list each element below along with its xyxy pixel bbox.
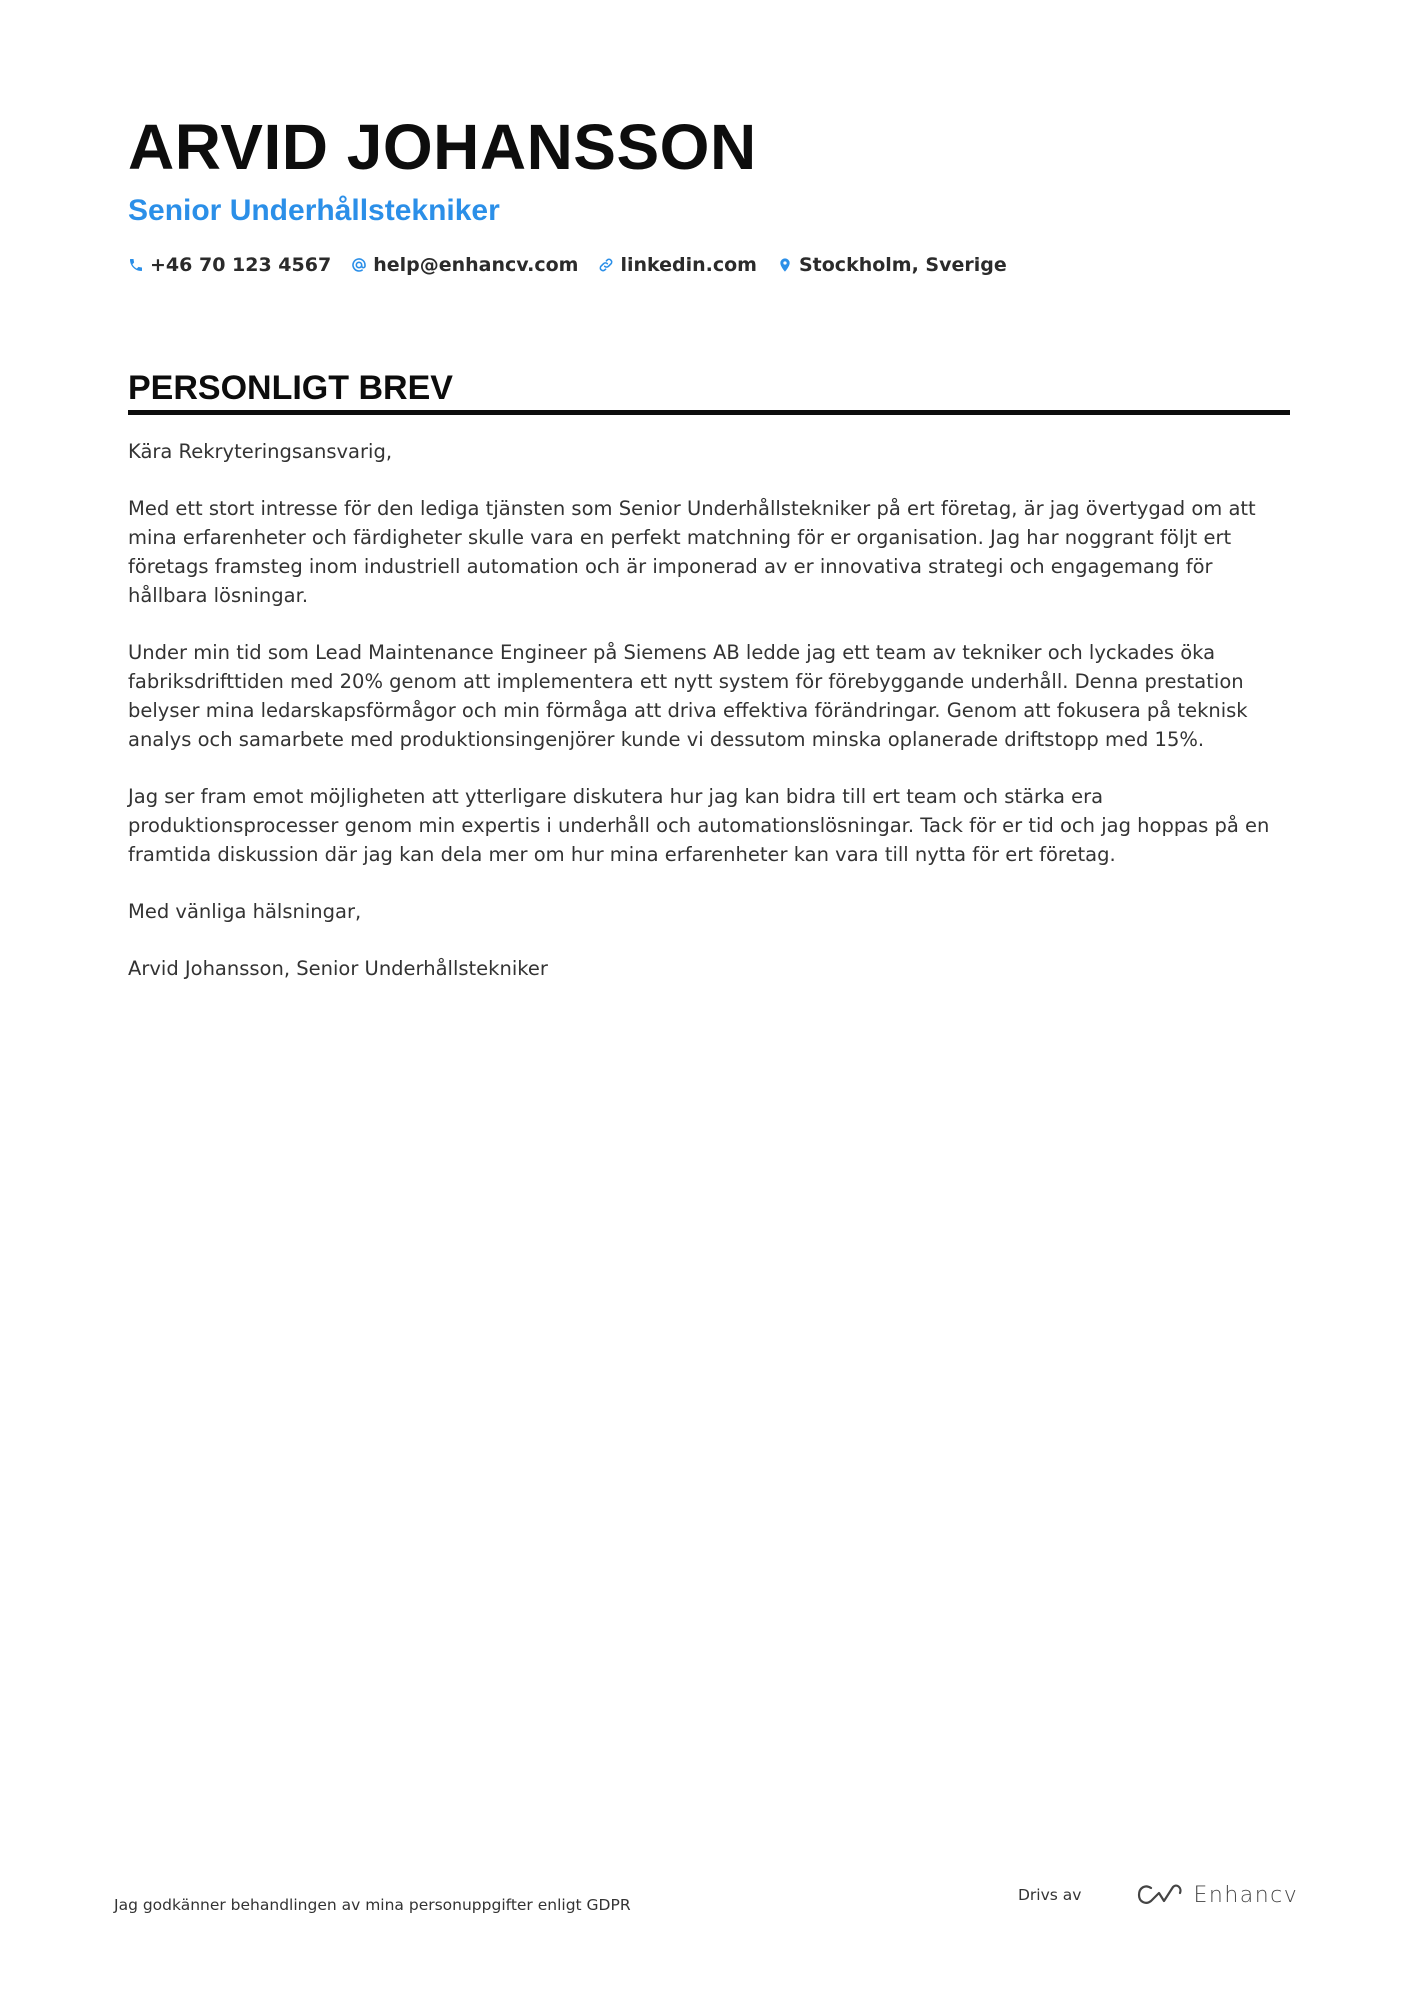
phone-number: +46 70 123 4567 [150, 254, 332, 276]
cover-letter-page [128, 0, 1290, 1995]
linkedin-link[interactable]: linkedin.com [620, 254, 757, 276]
email-address[interactable]: help@enhancv.com [373, 254, 579, 276]
link-icon [598, 257, 614, 273]
section-divider [128, 410, 1290, 415]
enhancv-logo-icon [1137, 1882, 1183, 1908]
powered-by [1018, 1882, 1298, 1908]
contact-location [777, 254, 1007, 276]
contact-linkedin [598, 254, 757, 276]
letter-greeting: Kära Rekryteringsansvarig, [128, 440, 393, 463]
map-pin-icon [777, 257, 793, 273]
gdpr-consent: Jag godkänner behandlingen av mina personuppgifter enligt GDPR [114, 1896, 631, 1914]
letter-closing: Med vänliga hälsningar, [128, 900, 362, 923]
applicant-name: ARVID JOHANSSON [128, 111, 757, 183]
at-icon [351, 257, 367, 273]
powered-by-label: Drivs av [1018, 1886, 1082, 1904]
contact-bar [128, 254, 1007, 276]
contact-phone [128, 254, 331, 276]
location-text: Stockholm, Sverige [798, 254, 1007, 276]
contact-email [351, 254, 578, 276]
letter-signature: Arvid Johansson, Senior Underhållstekniker [128, 957, 548, 980]
enhancv-logo-text: Enhancv [1193, 1882, 1299, 1908]
letter-paragraph: Jag ser fram emot möjligheten att ytterligare diskutera hur jag kan bidra till ert team och stärka era produktionsprocesser genom min expertis i underhåll och automationslösningar. Tack för er tid och jag hoppas på en framtida diskussion där jag kan dela mer om hur mina erfarenheter kan vara till nytta för ert företag. [128, 785, 1270, 866]
letter-paragraph: Med ett stort intresse för den lediga tjänsten som Senior Underhållstekniker på ert företag, är jag övertygad om att mina erfarenheter och färdigheter skulle vara en perfekt matchning för er organisation. Jag har noggrant följt ert företags framsteg inom industriell automation och är imponerad av er innovativa strategi och engagemang för hållbara lösningar. [128, 497, 1256, 607]
letter-body [128, 437, 1290, 1011]
enhancv-logo[interactable] [1137, 1882, 1298, 1908]
section-title: PERSONLIGT BREV [128, 369, 453, 407]
phone-icon [128, 257, 144, 273]
letter-paragraph: Under min tid som Lead Maintenance Engineer på Siemens AB ledde jag ett team av tekniker och lyckades öka fabriksdrifttiden med 20% genom att implementera ett nytt system för förebyggande underhåll. Denna prestation belyser mina ledarskapsförmågor och min förmåga att driva effektiva förändringar. Genom att fokusera på teknisk analys och samarbete med produktionsingenjörer kunde vi dessutom minska oplanerade driftstopp med 15%. [128, 641, 1248, 751]
applicant-role: Senior Underhållstekniker [128, 194, 500, 227]
